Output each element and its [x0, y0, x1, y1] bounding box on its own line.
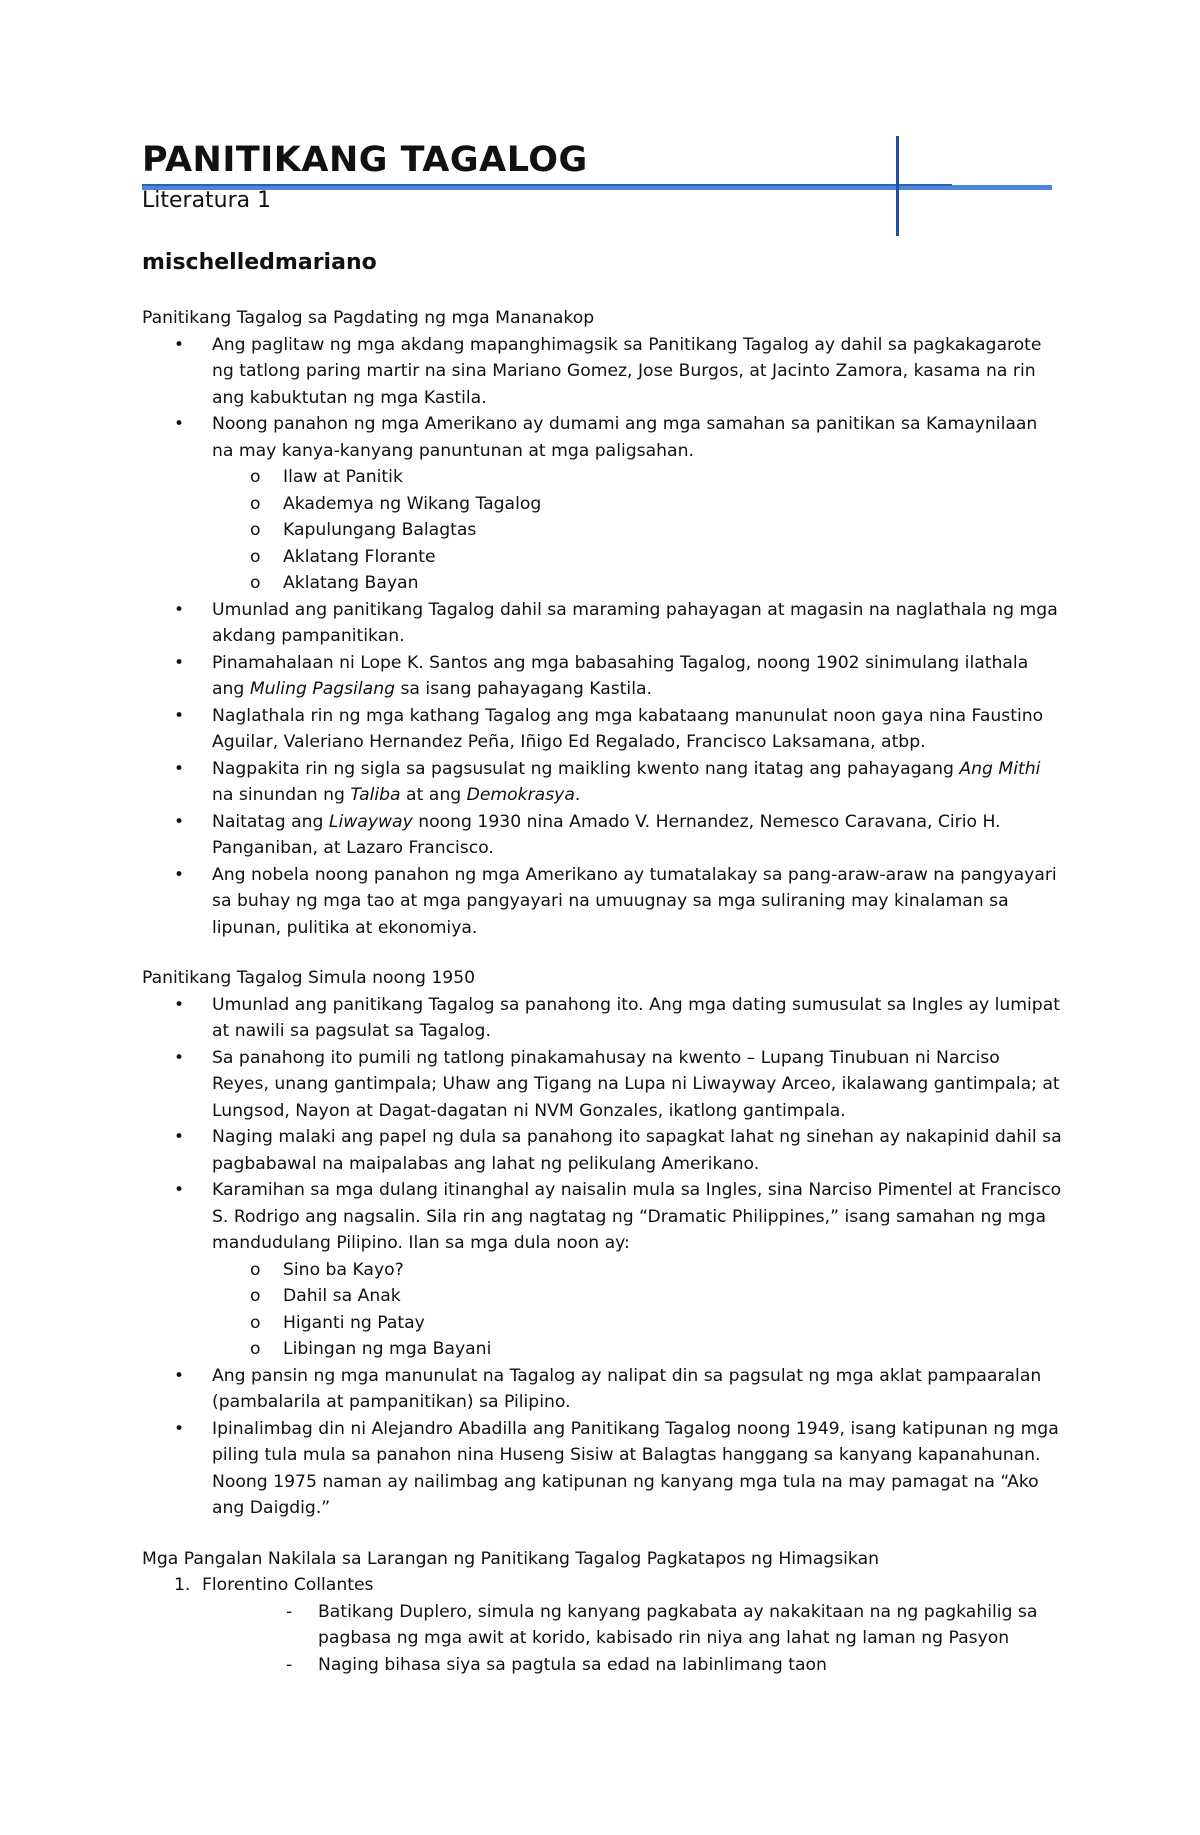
sub-list-item: o Sino ba Kayo? — [142, 1257, 1062, 1284]
text-run: Pinamahalaan ni Lope K. Santos ang mga babasahing Tagalog, noong 1902 sinimulang ilathala ang — [212, 652, 1029, 699]
italic-title: Ang Mithi — [959, 758, 1041, 779]
text-run: noong 1930 nina Amado V. Hernandez, Nemesco Caravana, Cirio H. Panganiban, at Lazaro Francisco. — [212, 811, 1001, 858]
text-run: sa isang pahayagang Kastila. — [395, 679, 652, 699]
text-run: Naitatag ang — [212, 811, 329, 832]
section-heading: Mga Pangalan Nakilala sa Larangan ng Panitikang Tagalog Pagkatapos ng Himagsikan — [142, 1548, 880, 1569]
text-run: na sinundan ng — [212, 785, 351, 805]
list-item: • Sa panahong ito pumili ng tatlong pinakamahusay na kwento – Lupang Tinubuan ni Narciso Reyes, unang gantimpala; Uhaw ang Tigang na Lupa ni Liwayway Arceo, ikalawang gantimpala; at Lungsod, Nayon at Dagat-dagatan ni NVM Gonzales, ikatlong gantimpala. — [142, 1045, 1062, 1125]
spacer — [142, 1522, 1062, 1546]
item-number: 1. — [174, 1575, 191, 1595]
list-item: • Umunlad ang panitikang Tagalog sa panahong ito. Ang mga dating sumusulat sa Ingles ay lumipat at nawili sa pagsulat sa Tagalog. — [142, 992, 1062, 1045]
italic-title: Taliba — [350, 785, 401, 805]
title-underline-dark — [142, 184, 952, 186]
title-vertical-bar — [896, 136, 899, 236]
sub-list-item: o Dahil sa Anak — [142, 1283, 1062, 1310]
list-item: • Naglathala rin ng mga kathang Tagalog ang mga kabataang manunulat noon gaya nina Faustino Aguilar, Valeriano Hernandez Peña, Iñigo Ed Regalado, Francisco Laksamana, atbp. — [142, 703, 1062, 756]
text-run: at ang — [400, 785, 467, 805]
dash-list-item: - Batikang Duplero, simula ng kanyang pagkabata ay nakakitaan na ng pagkahilig sa pagbasa ng mga awit at korido, kabisado rin niya ang lahat ng laman ng Pasyon — [142, 1599, 1062, 1652]
sub-list-item: o Aklatang Florante — [142, 544, 1062, 571]
list-item: • Ang pansin ng mga manunulat na Tagalog ay nalipat din sa pagsulat ng mga aklat pampaaralan (pambalarila at pampanitikan) sa Pilipino. — [142, 1363, 1062, 1416]
sub-list-item: o Akademya ng Wikang Tagalog — [142, 491, 1062, 518]
italic-title: Demokrasya — [466, 785, 575, 805]
author-name: mischelledmariano — [142, 250, 377, 275]
bullet-list — [142, 992, 1062, 1522]
sub-list-item: o Ilaw at Panitik — [142, 464, 1062, 491]
numbered-item — [142, 1572, 1062, 1599]
bullet-list — [142, 332, 1062, 942]
dash-list-item: - Naging bihasa siya sa pagtula sa edad na labinlimang taon — [142, 1652, 1062, 1679]
italic-title: Muling Pagsilang — [249, 679, 395, 699]
text-run: . — [574, 785, 581, 805]
list-item: • Noong panahon ng mga Amerikano ay dumami ang mga samahan sa panitikan sa Kamaynilaan na may kanya-kanyang panuntunan at mga paligsahan. — [142, 411, 1062, 464]
list-item — [142, 650, 1062, 703]
section-heading: Panitikang Tagalog Simula noong 1950 — [142, 968, 476, 988]
list-item — [142, 809, 1062, 862]
list-item: • Ipinalimbag din ni Alejandro Abadilla ang Panitikang Tagalog noong 1949, isang katipunan ng mga piling tula mula sa panahon nina Huseng Sisiw at Balagtas hanggang sa kanyang kapanahunan. Noong 1975 naman ay nailimbag ang katipunan ng kanyang mga tula na may pamagat na “Ako ang Daigdig.” — [142, 1416, 1062, 1522]
list-item: • Umunlad ang panitikang Tagalog dahil sa maraming pahayagan at magasin na naglathala ng mga akdang pampanitikan. — [142, 597, 1062, 650]
document-title: PANITIKANG TAGALOG — [142, 140, 588, 180]
document-subtitle: Literatura 1 — [142, 188, 272, 213]
document-body — [142, 305, 1062, 1678]
item-text: Florentino Collantes — [202, 1575, 374, 1595]
text-run: Nagpakita rin ng sigla sa pagsusulat ng maikling kwento nang itatag ang pahayagang — [212, 758, 960, 779]
list-item: • Ang nobela noong panahon ng mga Amerikano ay tumatalakay sa pang-araw-araw na pangyayari sa buhay ng mga tao at mga pangyayari na umuugnay sa mga suliraning may kinalaman sa lipunan, pulitika at ekonomiya. — [142, 862, 1062, 942]
spacer — [142, 941, 1062, 965]
sub-list-item: o Kapulungang Balagtas — [142, 517, 1062, 544]
sub-list-item: o Libingan ng mga Bayani — [142, 1336, 1062, 1363]
list-item: • Karamihan sa mga dulang itinanghal ay naisalin mula sa Ingles, sina Narciso Pimentel at Francisco S. Rodrigo ang nagsalin. Sila rin ang nagtatag ng “Dramatic Philippines,” isang samahan ng mga mandudulang Pilipino. Ilan sa mga dula noon ay: — [142, 1177, 1062, 1257]
list-item — [142, 756, 1062, 809]
sub-list-item: o Higanti ng Patay — [142, 1310, 1062, 1337]
list-item: • Naging malaki ang papel ng dula sa panahong ito sapagkat lahat ng sinehan ay nakapinid dahil sa pagbabawal na maipalabas ang lahat ng pelikulang Amerikano. — [142, 1124, 1062, 1177]
italic-title: Liwayway — [328, 811, 413, 832]
numbered-list — [142, 1572, 1062, 1678]
list-item: • Ang paglitaw ng mga akdang mapanghimagsik sa Panitikang Tagalog ay dahil sa pagkakagarote ng tatlong paring martir na sina Mariano Gomez, Jose Burgos, at Jacinto Zamora, kasama na rin ang kabuktutan ng mga Kastila. — [142, 332, 1062, 412]
sub-list-item: o Aklatang Bayan — [142, 570, 1062, 597]
section-heading: Panitikang Tagalog sa Pagdating ng mga Mananakop — [142, 308, 595, 328]
